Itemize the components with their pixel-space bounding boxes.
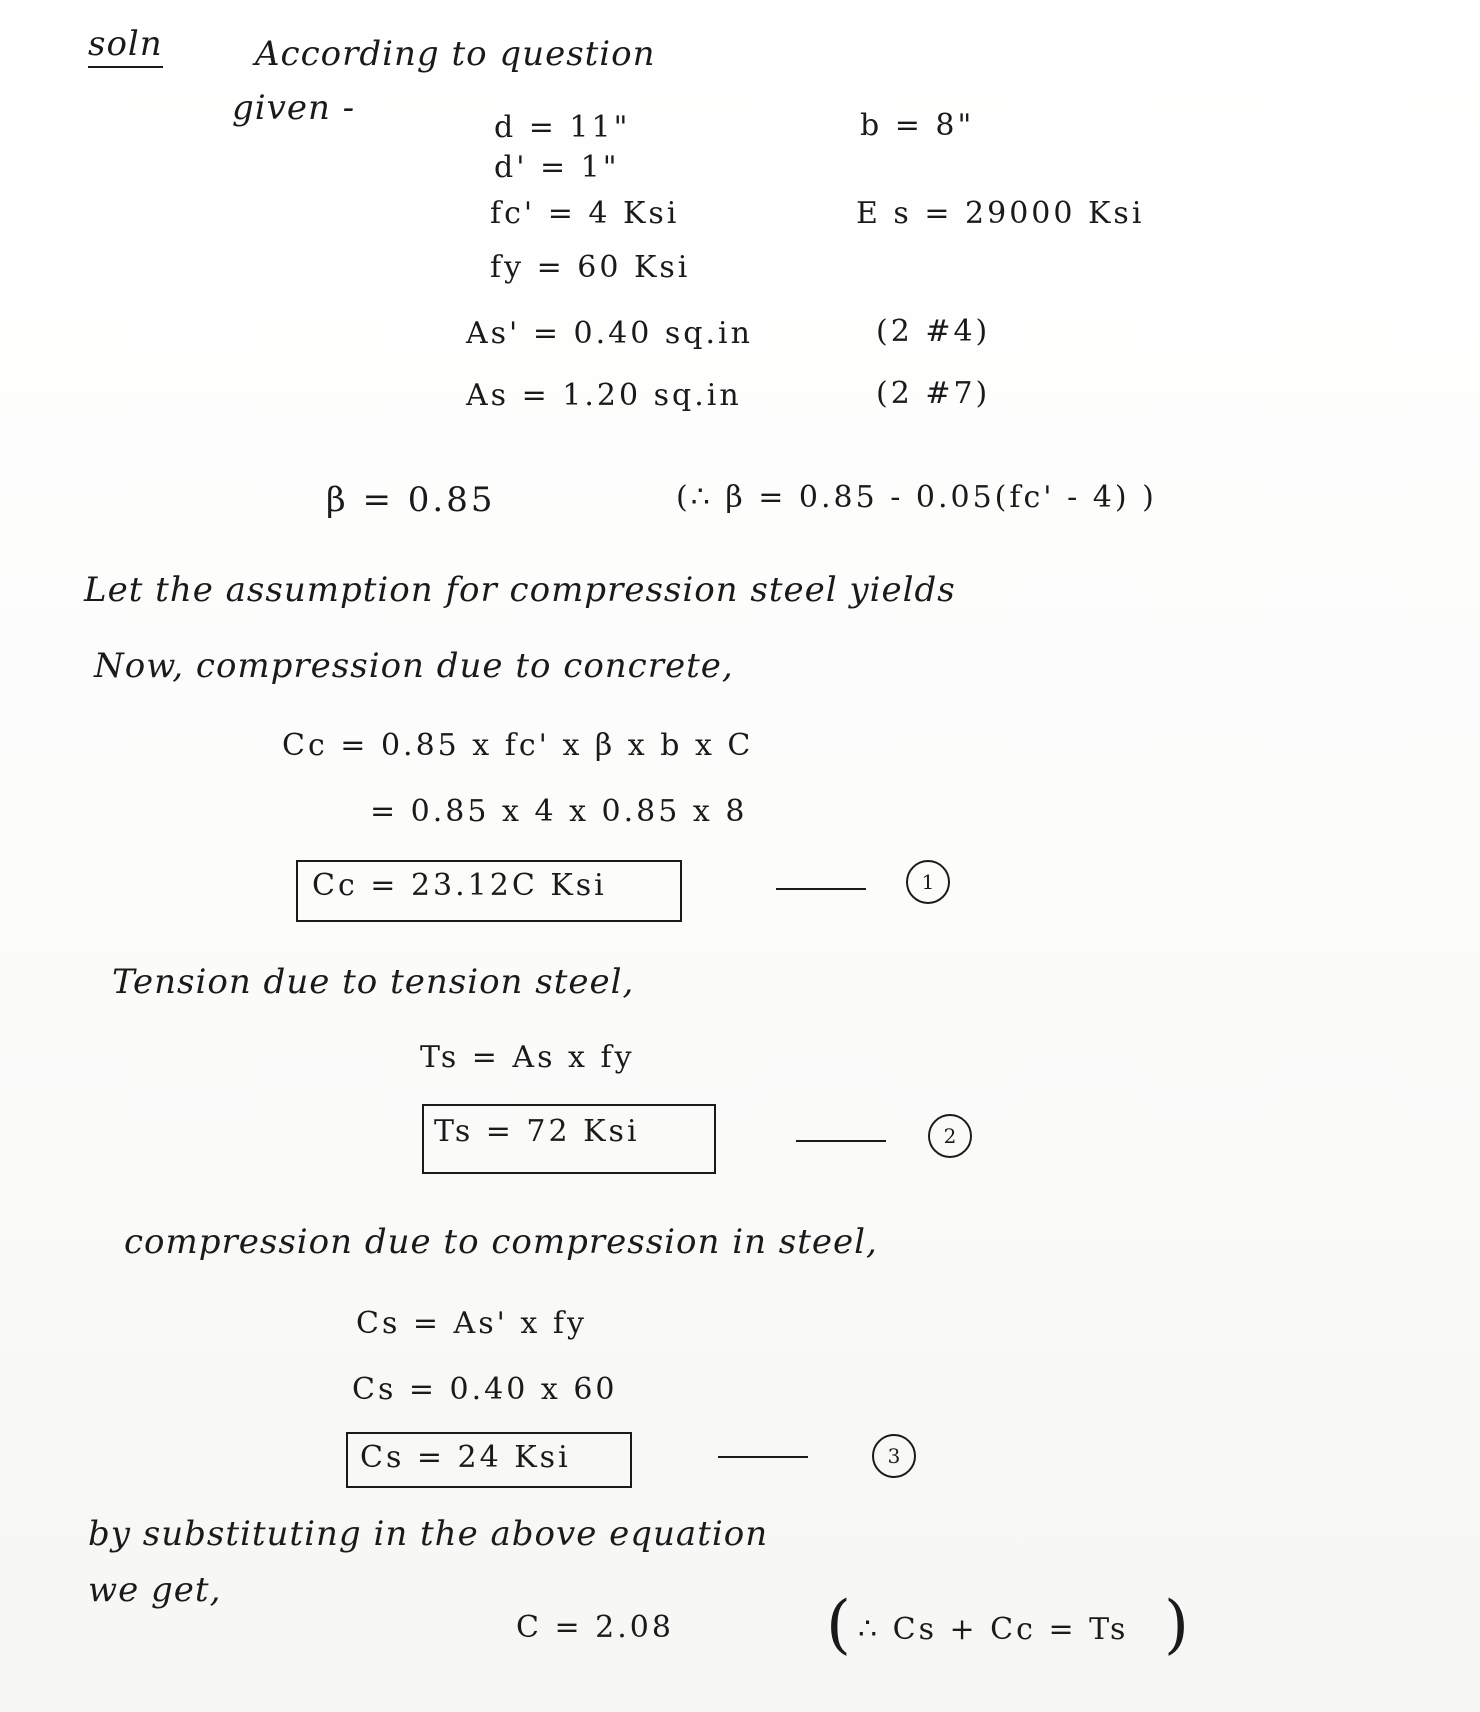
c-result: C = 2.08 (516, 1610, 674, 1645)
now-compression-text: Now, compression due to concrete, (94, 646, 734, 686)
ts-dash (796, 1140, 886, 1142)
given-d-prime: d' = 1" (494, 150, 620, 185)
ts-formula: Ts = As x fy (420, 1040, 635, 1075)
final-note-open-paren: ( (826, 1588, 851, 1662)
cc-result: Cc = 23.12C Ksi (312, 868, 607, 903)
cs-result: Cs = 24 Ksi (360, 1440, 571, 1475)
equation-number-3: 3 (872, 1434, 916, 1478)
given-fy: fy = 60 Ksi (490, 250, 691, 285)
assumption-text: Let the assumption for compression steel yields (84, 570, 956, 610)
compression-intro: compression due to compression in steel, (124, 1222, 878, 1262)
given-as: As = 1.20 sq.in (466, 378, 742, 413)
cc-substitution: = 0.85 x 4 x 0.85 x 8 (370, 794, 748, 829)
given-as-note: (2 #7) (876, 376, 991, 411)
cs-substitution: Cs = 0.40 x 60 (352, 1372, 618, 1407)
cs-formula: Cs = As' x fy (356, 1306, 587, 1341)
we-get-text: we get, (88, 1570, 222, 1610)
given-label: given - (232, 88, 356, 128)
given-as-prime: As' = 0.40 sq.in (466, 316, 753, 351)
beta-note: (∴ β = 0.85 - 0.05(fc' - 4) ) (676, 480, 1157, 515)
according-to-question: According to question (255, 34, 656, 74)
tension-intro: Tension due to tension steel, (112, 962, 635, 1002)
given-fc: fc' = 4 Ksi (490, 196, 680, 231)
equation-number-2: 2 (928, 1114, 972, 1158)
cc-dash (776, 888, 866, 890)
cc-formula: Cc = 0.85 x fc' x β x b x C (282, 728, 754, 763)
given-d: d = 11" (494, 110, 631, 145)
given-as-prime-note: (2 #4) (876, 314, 991, 349)
given-es: E s = 29000 Ksi (856, 196, 1145, 231)
beta-value: β = 0.85 (326, 480, 496, 520)
final-note: ∴ Cs + Cc = Ts (858, 1612, 1129, 1647)
soln-heading: soln (88, 24, 163, 68)
substituting-text: by substituting in the above equation (88, 1514, 769, 1554)
given-b: b = 8" (860, 108, 975, 143)
ts-result: Ts = 72 Ksi (434, 1114, 640, 1149)
final-note-close-paren: ) (1164, 1588, 1189, 1662)
equation-number-1: 1 (906, 860, 950, 904)
cs-dash (718, 1456, 808, 1458)
